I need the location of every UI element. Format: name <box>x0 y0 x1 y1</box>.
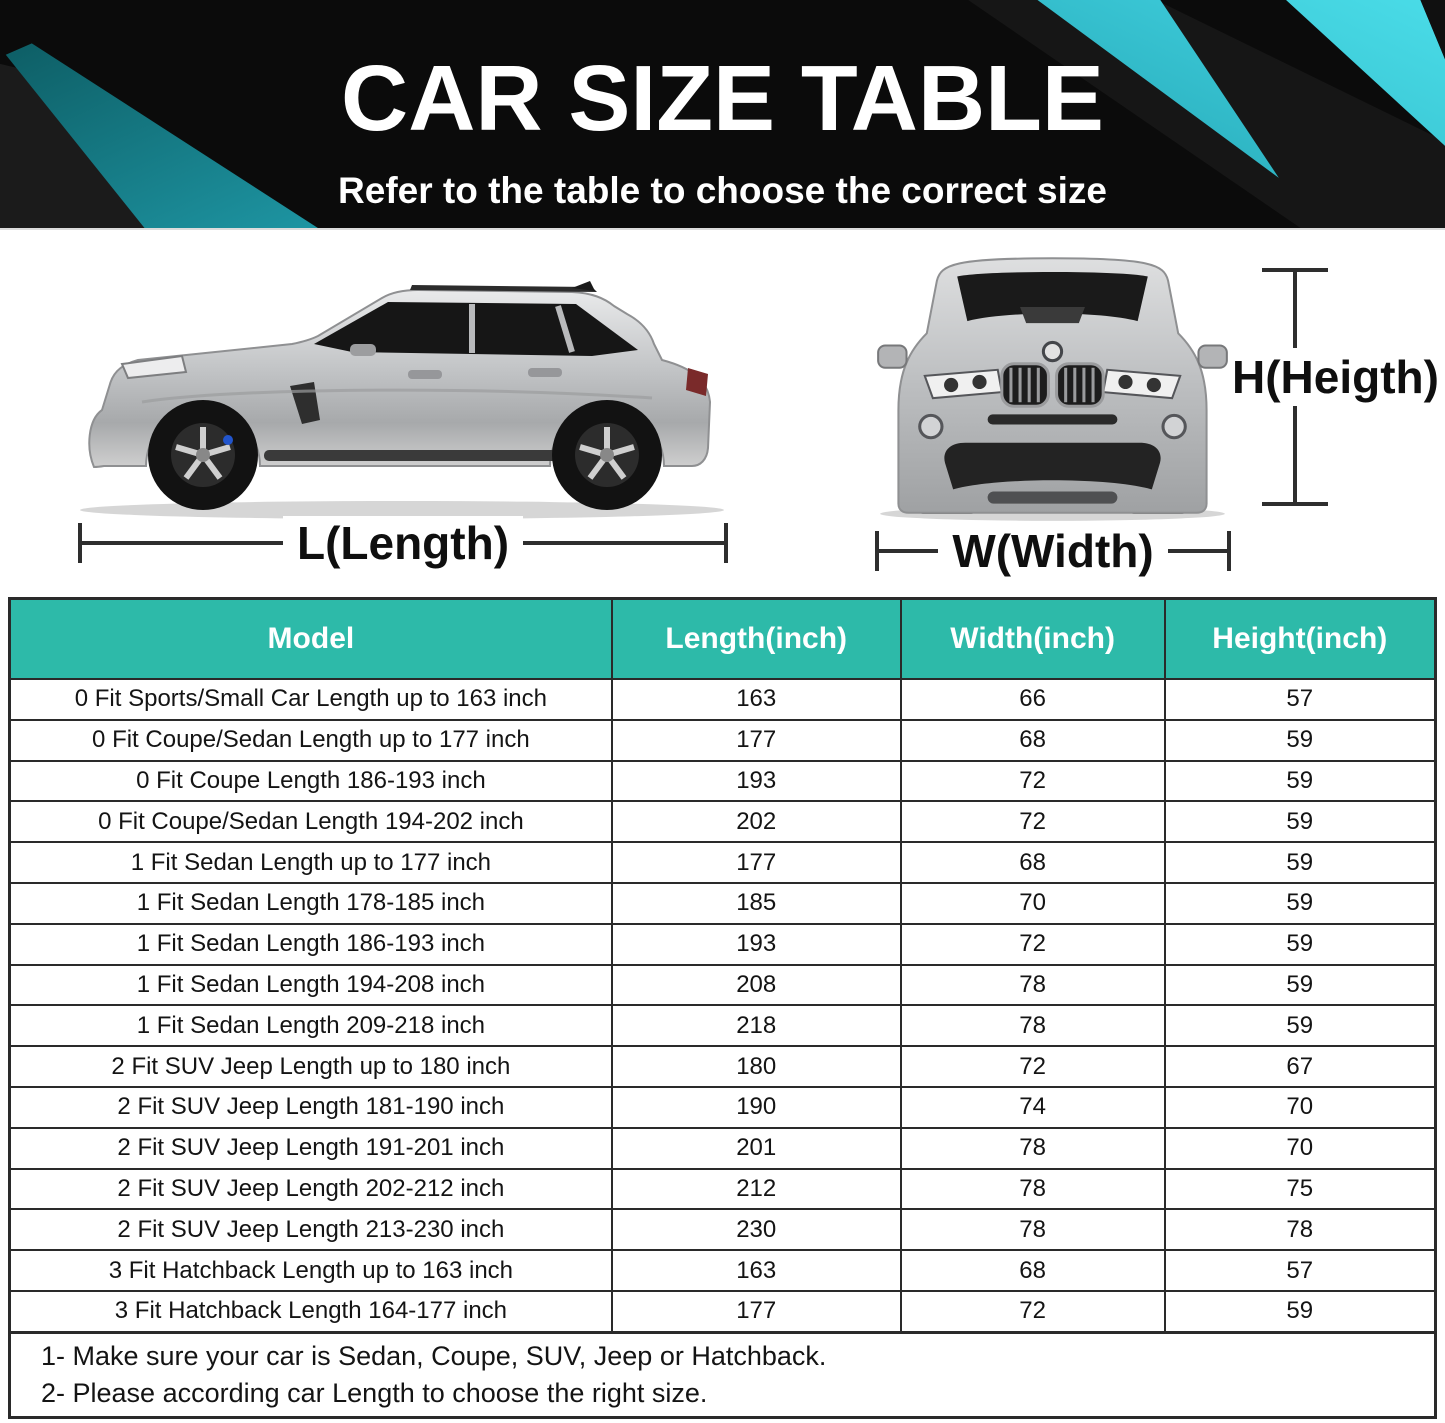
value-cell: 177 <box>611 843 900 882</box>
table-row <box>11 923 1434 964</box>
value-cell: 59 <box>1164 843 1434 882</box>
value-cell: 59 <box>1164 1292 1434 1331</box>
table-row <box>11 760 1434 801</box>
model-cell: 1 Fit Sedan Length up to 177 inch <box>130 848 492 876</box>
value-cell: 163 <box>611 1251 900 1290</box>
value-cell: 70 <box>1164 1088 1434 1127</box>
value-cell: 177 <box>611 721 900 760</box>
value-cell: 74 <box>900 1088 1164 1127</box>
value-cell: 59 <box>1164 925 1434 964</box>
model-cell: 1 Fit Sedan Length 178-185 inch <box>136 889 486 917</box>
value-cell: 66 <box>900 680 1164 719</box>
model-cell: 0 Fit Sports/Small Car Length up to 163 inch <box>74 685 548 713</box>
value-cell: 78 <box>900 1129 1164 1168</box>
note-line-1: 1- Make sure your car is Sedan, Coupe, SUV, Jeep or Hatchback. <box>41 1340 827 1371</box>
note-line-2: 2- Please according car Length to choose the right size. <box>41 1377 708 1408</box>
table-row <box>11 841 1434 882</box>
value-cell: 78 <box>900 1006 1164 1045</box>
value-cell: 180 <box>611 1047 900 1086</box>
model-cell: 1 Fit Sedan Length 194-208 inch <box>136 970 486 998</box>
value-cell: 78 <box>900 1170 1164 1209</box>
dimension-rule <box>82 541 283 545</box>
model-cell: 0 Fit Coupe/Sedan Length up to 177 inch <box>92 726 530 754</box>
value-cell: 177 <box>611 1292 900 1331</box>
model-cell: 1 Fit Sedan Length 186-193 inch <box>136 930 486 958</box>
dimension-rule <box>879 549 938 553</box>
model-cell: 2 Fit SUV Jeep Length 202-212 inch <box>117 1174 505 1202</box>
table-row <box>11 1086 1434 1127</box>
value-cell: 57 <box>1164 1251 1434 1290</box>
table-row <box>11 1004 1434 1045</box>
dimension-end-cap <box>1227 531 1231 571</box>
hero-banner <box>0 0 1445 230</box>
value-cell: 230 <box>611 1210 900 1249</box>
value-cell: 163 <box>611 680 900 719</box>
column-header-width: Width(inch) <box>900 600 1164 678</box>
model-cell: 0 Fit Coupe/Sedan Length 194-202 inch <box>98 807 524 835</box>
table-row <box>11 678 1434 719</box>
model-cell: 2 Fit SUV Jeep Length 191-201 inch <box>117 1134 505 1162</box>
value-cell: 193 <box>611 762 900 801</box>
value-cell: 57 <box>1164 680 1434 719</box>
value-cell: 201 <box>611 1129 900 1168</box>
page-subtitle: Refer to the table to choose the correct size <box>338 170 1107 211</box>
value-cell: 212 <box>611 1170 900 1209</box>
value-cell: 190 <box>611 1088 900 1127</box>
model-cell: 2 Fit SUV Jeep Length 181-190 inch <box>117 1093 505 1121</box>
table-row <box>11 1249 1434 1290</box>
value-cell: 59 <box>1164 1006 1434 1045</box>
height-label: H(Heigth) <box>1228 348 1443 406</box>
value-cell: 59 <box>1164 966 1434 1005</box>
table-row <box>11 1127 1434 1168</box>
page-title: CAR SIZE TABLE <box>341 46 1104 150</box>
model-cell: 3 Fit Hatchback Length up to 163 inch <box>108 1256 514 1284</box>
table-row <box>11 800 1434 841</box>
model-cell: 1 Fit Sedan Length 209-218 inch <box>136 1011 486 1039</box>
value-cell: 68 <box>900 721 1164 760</box>
value-cell: 218 <box>611 1006 900 1045</box>
column-header-model: Model <box>267 622 355 655</box>
length-dimension-line <box>78 517 728 569</box>
value-cell: 59 <box>1164 762 1434 801</box>
value-cell: 72 <box>900 925 1164 964</box>
table-row <box>11 1168 1434 1209</box>
table-row <box>11 882 1434 923</box>
width-label: W(Width) <box>938 524 1167 578</box>
dimension-rule <box>523 541 724 545</box>
value-cell: 70 <box>900 884 1164 923</box>
table-row <box>11 1290 1434 1331</box>
table-header-row <box>11 600 1434 678</box>
car-front-illustration <box>868 248 1238 522</box>
value-cell: 208 <box>611 966 900 1005</box>
model-cell: 0 Fit Coupe Length 186-193 inch <box>136 766 486 794</box>
table-row <box>11 964 1434 1005</box>
table-row <box>11 1045 1434 1086</box>
value-cell: 72 <box>900 762 1164 801</box>
size-table <box>8 597 1437 1419</box>
value-cell: 67 <box>1164 1047 1434 1086</box>
value-cell: 78 <box>900 1210 1164 1249</box>
dimension-rule <box>1168 549 1227 553</box>
value-cell: 78 <box>900 966 1164 1005</box>
value-cell: 75 <box>1164 1170 1434 1209</box>
car-side-illustration <box>52 252 752 520</box>
value-cell: 193 <box>611 925 900 964</box>
value-cell: 202 <box>611 802 900 841</box>
value-cell: 72 <box>900 802 1164 841</box>
table-row <box>11 719 1434 760</box>
value-cell: 59 <box>1164 802 1434 841</box>
value-cell: 68 <box>900 1251 1164 1290</box>
value-cell: 72 <box>900 1047 1164 1086</box>
column-header-height: Height(inch) <box>1164 600 1434 678</box>
value-cell: 78 <box>1164 1210 1434 1249</box>
table-row <box>11 1208 1434 1249</box>
value-cell: 185 <box>611 884 900 923</box>
width-dimension-line <box>875 525 1231 577</box>
table-notes <box>11 1331 1434 1416</box>
value-cell: 70 <box>1164 1129 1434 1168</box>
dimension-end-cap <box>724 523 728 563</box>
value-cell: 68 <box>900 843 1164 882</box>
value-cell: 59 <box>1164 884 1434 923</box>
model-cell: 3 Fit Hatchback Length 164-177 inch <box>114 1297 508 1325</box>
column-header-length: Length(inch) <box>611 600 900 678</box>
value-cell: 72 <box>900 1292 1164 1331</box>
length-label: L(Length) <box>283 516 523 570</box>
value-cell: 59 <box>1164 721 1434 760</box>
table-body <box>11 678 1434 1331</box>
model-cell: 2 Fit SUV Jeep Length 213-230 inch <box>117 1215 505 1243</box>
dimension-end-cap <box>1262 502 1328 506</box>
model-cell: 2 Fit SUV Jeep Length up to 180 inch <box>111 1052 511 1080</box>
